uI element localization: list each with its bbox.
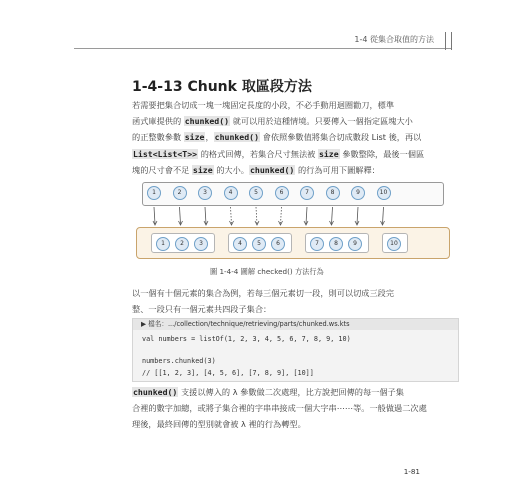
inline-code: chunked() xyxy=(250,164,295,175)
mapping-arrow xyxy=(231,207,232,224)
chunk-element-circle: 3 xyxy=(194,237,208,251)
section-title: 1-4-13 Chunk 取區段方法 xyxy=(132,79,312,95)
code-line: numbers.chunked(3) xyxy=(142,357,216,365)
chunk-element-circle: 10 xyxy=(387,237,401,251)
mapping-arrow xyxy=(306,207,307,224)
inline-code: size xyxy=(184,132,205,143)
page-number: 1-81 xyxy=(403,467,420,476)
running-header xyxy=(74,34,452,49)
mapping-arrow xyxy=(256,207,257,224)
chunk-element-circle: 8 xyxy=(329,237,343,251)
input-element-circle: 2 xyxy=(173,186,187,200)
text-line: 理後，最終回傳的型別就會被 λ 裡的行為轉型。 xyxy=(132,419,306,430)
text-line: 若需要把集合切成一塊一塊固定長度的小段，不必手動用迴圈勸刀，標準 xyxy=(132,100,395,110)
intro-paragraph xyxy=(132,97,454,178)
code-line: val numbers = listOf(1, 2, 3, 4, 5, 6, 7, 8, 9, 10) xyxy=(142,335,351,343)
chunked-diagram xyxy=(136,180,466,262)
chunk-element-circle: 4 xyxy=(233,237,247,251)
example-paragraph xyxy=(132,285,454,317)
text-line: 塊的尺寸會不足 size 的大小。chunked() 的行為可用下圖解釋： xyxy=(132,164,380,175)
mapping-arrow xyxy=(180,207,181,224)
chunk-element-circle: 6 xyxy=(271,237,285,251)
code-line: // [[1, 2, 3], [4, 5, 6], [7, 8, 9], [10]] xyxy=(142,369,314,377)
inline-code: size xyxy=(192,164,213,175)
input-element-circle: 9 xyxy=(351,186,365,200)
lambda-paragraph xyxy=(132,384,454,433)
mapping-arrow xyxy=(281,207,282,224)
text-line: 以一個有十個元素的集合為例，若每三個元素切一段，則可以切成三段完 xyxy=(132,288,395,298)
input-element-circle: 6 xyxy=(275,186,289,200)
inline-code: List<List<T>> xyxy=(133,148,198,159)
chapter-header: 1-4 從集合取值的方法 xyxy=(354,35,434,44)
chunk-element-circle: 7 xyxy=(310,237,324,251)
mapping-arrow xyxy=(383,207,384,224)
text-line: List<List<T>> 的格式回傳，若集合尺寸無法被 size 參數整除，最後一個區 xyxy=(133,148,425,159)
text-line: chunked() 支援以傳入的 λ 參數做二次處理，比方說把回傳的每一個子集 xyxy=(133,387,404,397)
text-line: 合裡的數字加總，或將子集合裡的字串串接成一個大字串⋯⋯等。一般做過二次處 xyxy=(132,403,427,414)
chunk-element-circle: 9 xyxy=(348,237,362,251)
code-file-label: ▶ 檔名：.../collection/technique/retrieving/parts/chunked.ws.kts xyxy=(133,319,458,330)
input-element-circle: 7 xyxy=(300,186,314,200)
input-element-circle: 8 xyxy=(326,186,340,200)
mapping-arrow xyxy=(154,207,155,224)
chunk-element-circle: 2 xyxy=(175,237,189,251)
book-page xyxy=(74,0,452,500)
inline-code: chunked() xyxy=(184,116,230,127)
input-element-circle: 4 xyxy=(224,186,238,200)
input-element-circle: 3 xyxy=(198,186,212,200)
input-element-circle: 10 xyxy=(377,186,391,200)
text-line: 函式庫提供的 chunked() 就可以用於這種情境。只要傳入一個指定區塊大小 xyxy=(132,116,413,127)
mapping-arrow xyxy=(357,207,358,224)
inline-code: size xyxy=(318,148,339,159)
header-rule-mark xyxy=(451,32,452,50)
chunk-element-circle: 5 xyxy=(252,237,266,251)
input-element-circle: 1 xyxy=(147,186,161,200)
chunk-element-circle: 1 xyxy=(156,237,170,251)
mapping-arrow xyxy=(205,207,206,224)
mapping-arrow xyxy=(332,207,333,224)
inline-code: chunked() xyxy=(214,132,260,143)
input-element-circle: 5 xyxy=(249,186,263,200)
code-block xyxy=(132,318,459,382)
header-rule-mark xyxy=(445,32,446,50)
inline-code: chunked() xyxy=(133,387,178,397)
text-line: 的正整數參數 size，chunked() 會依照參數值將集合切成數段 List 後，再以 xyxy=(132,132,422,143)
figure-caption: 圖 1-4-4 圖解 checked() 方法行為 xyxy=(210,267,324,276)
text-line: 整、一段只有一個元素共四段子集合： xyxy=(132,304,272,315)
